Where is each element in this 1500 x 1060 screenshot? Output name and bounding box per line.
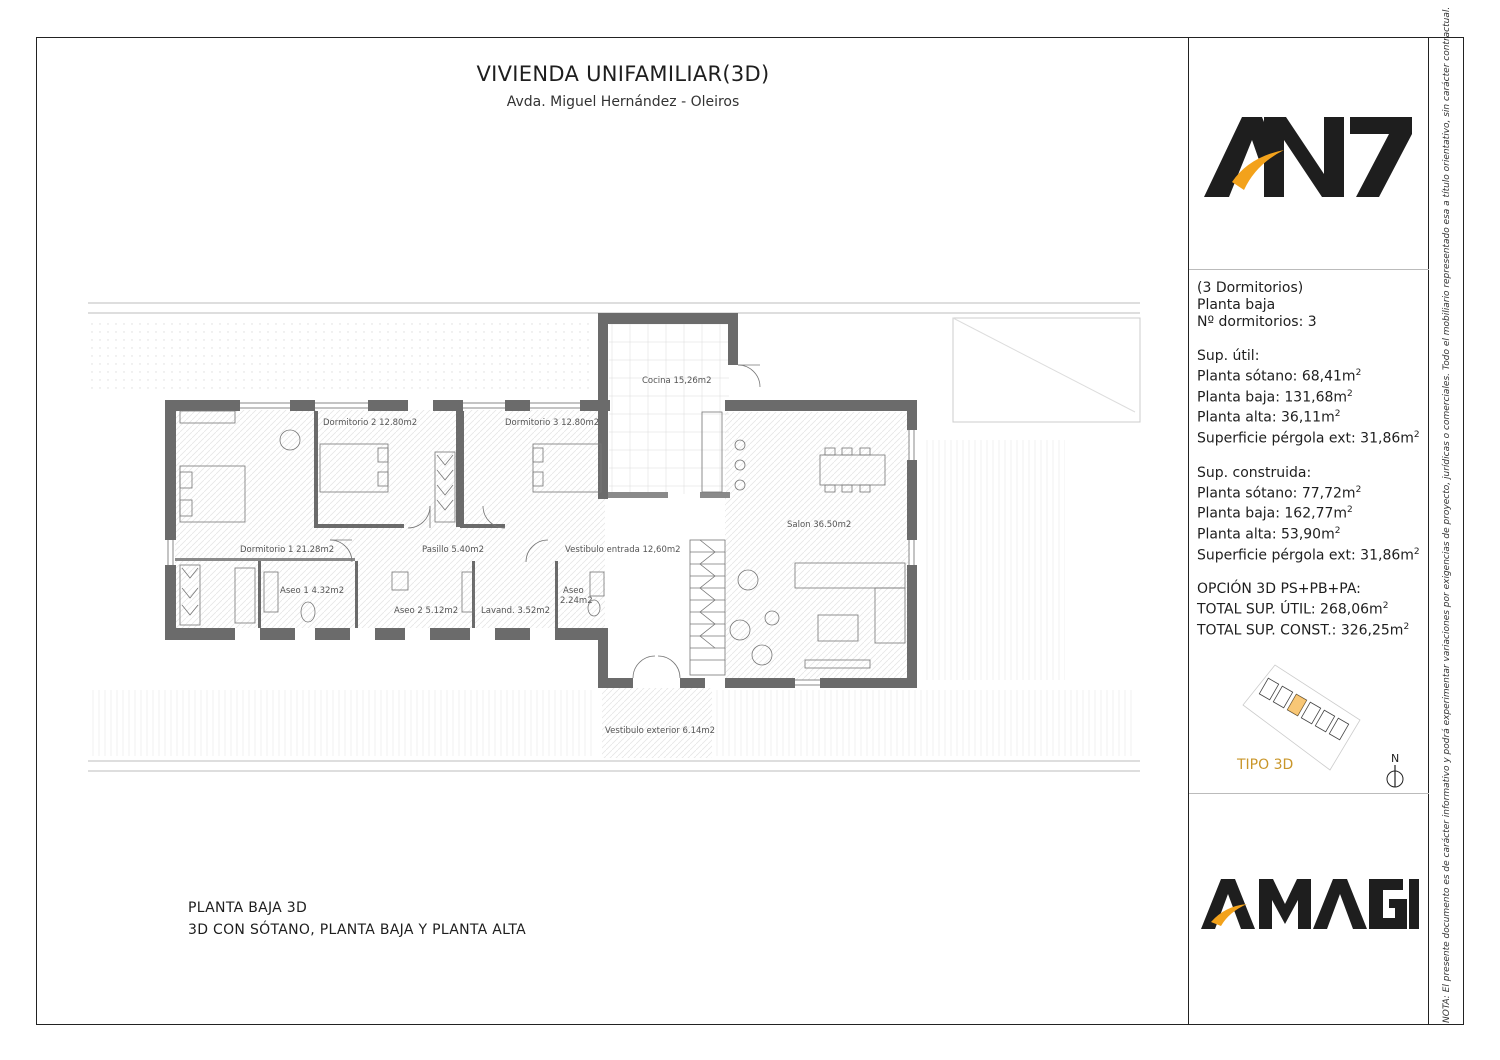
dormitorios-summary: (3 Dormitorios): [1197, 280, 1304, 296]
kitchen-floor: [609, 324, 729, 494]
room-label-salon: Salon 36.50m2: [787, 520, 852, 530]
opcion-heading: OPCIÓN 3D PS+PB+PA:: [1197, 581, 1361, 598]
room-label-aseo-2: Aseo 2 5.12m2: [394, 606, 459, 616]
room-label-dormitorio-1: Dormitorio 1 21.28m2: [240, 545, 335, 555]
room-label-pasillo: Pasillo 5.40m2: [422, 545, 484, 555]
sup-construida-sotano: Planta sótano: $77,72m^2$: [1197, 484, 1362, 502]
exterior-hall-floor: [602, 688, 712, 758]
room-label-cocina: Cocina 15,26m2: [642, 376, 712, 386]
room-label-lavanderia: Lavand. 3.52m2: [481, 606, 550, 616]
lawn-area-south: [92, 690, 592, 756]
bedroom-floor: [175, 410, 605, 628]
legal-note: NOTA: El presente documento es de carácter informativo y podrá experimentar variaciones por exigencias de proyecto, jurídicas o comerciales. Todo el mobiliario representado esa a título orientativo, sin carácter contractual.: [1442, 6, 1452, 1023]
sidebar-rule-bottom: [1189, 793, 1429, 794]
tipo-label: TIPO 3D: [1237, 757, 1294, 773]
num-dormitorios: Nº dormitorios: 3: [1197, 314, 1317, 330]
neighbour-plot: [953, 318, 1140, 422]
lawn-area-south-east: [715, 690, 1135, 756]
an7-logo: [1204, 112, 1414, 202]
sup-construida-heading: Sup. construida:: [1197, 464, 1312, 481]
lawn-area-east: [925, 440, 1065, 680]
sup-construida-pergola: Superficie pérgola ext: $31,86m^2$: [1197, 546, 1420, 564]
sidebar-rule-top: [1189, 269, 1429, 270]
plan-caption-title: PLANTA BAJA 3D: [188, 900, 308, 916]
staircase: [690, 540, 725, 675]
living-floor: [725, 412, 910, 680]
amagi-logo: [1199, 874, 1419, 934]
sidebar-divider: [1188, 37, 1189, 1025]
total-sup-util: TOTAL SUP. ÚTIL: $268,06m^2$: [1197, 601, 1389, 618]
sup-util-sotano: Planta sótano: $68,41m^2$: [1197, 368, 1362, 385]
room-label-vestibulo-exterior: Vestibulo exterior 6.14m2: [605, 726, 716, 736]
room-label-aseo: Aseo: [563, 586, 584, 596]
planta-label: Planta baja: [1197, 297, 1276, 313]
sup-util-pergola: Superficie pérgola ext: $31,86m^2$: [1197, 429, 1420, 447]
room-label-dormitorio-2: Dormitorio 2 12.80m2: [323, 418, 418, 428]
room-label-dormitorio-3: Dormitorio 3 12.80m2: [505, 418, 600, 428]
sup-construida-alta: Planta alta: $53,90m^2$: [1197, 525, 1341, 543]
sup-construida-baja: Planta baja: $162,77m^2$: [1197, 505, 1353, 522]
sup-util-alta: Planta alta: $36,11m^2$: [1197, 409, 1341, 426]
sup-util-baja: Planta baja: $131,68m^2$: [1197, 388, 1353, 406]
room-label-vestibulo-entrada: Vestibulo entrada 12,60m2: [565, 545, 681, 555]
note-divider: [1428, 37, 1429, 1025]
page-subtitle: Avda. Miguel Hernández - Oleiros: [506, 94, 740, 110]
total-sup-const: TOTAL SUP. CONST.: $326,25m^2$: [1197, 621, 1410, 639]
room-label-aseo-1: Aseo 1 4.32m2: [280, 586, 345, 596]
garden-area: [90, 318, 590, 392]
north-label: N: [1391, 752, 1400, 765]
page-title: VIVIENDA UNIFAMILIAR(3D): [476, 62, 770, 86]
north-arrow-icon: [1381, 751, 1411, 793]
surface-summary: [1197, 280, 1422, 640]
plan-caption-subtitle: 3D CON SÓTANO, PLANTA BAJA Y PLANTA ALTA: [188, 922, 526, 938]
room-label-aseo-area: 2.24m2: [560, 596, 593, 606]
sup-util-heading: Sup. útil:: [1197, 348, 1260, 364]
